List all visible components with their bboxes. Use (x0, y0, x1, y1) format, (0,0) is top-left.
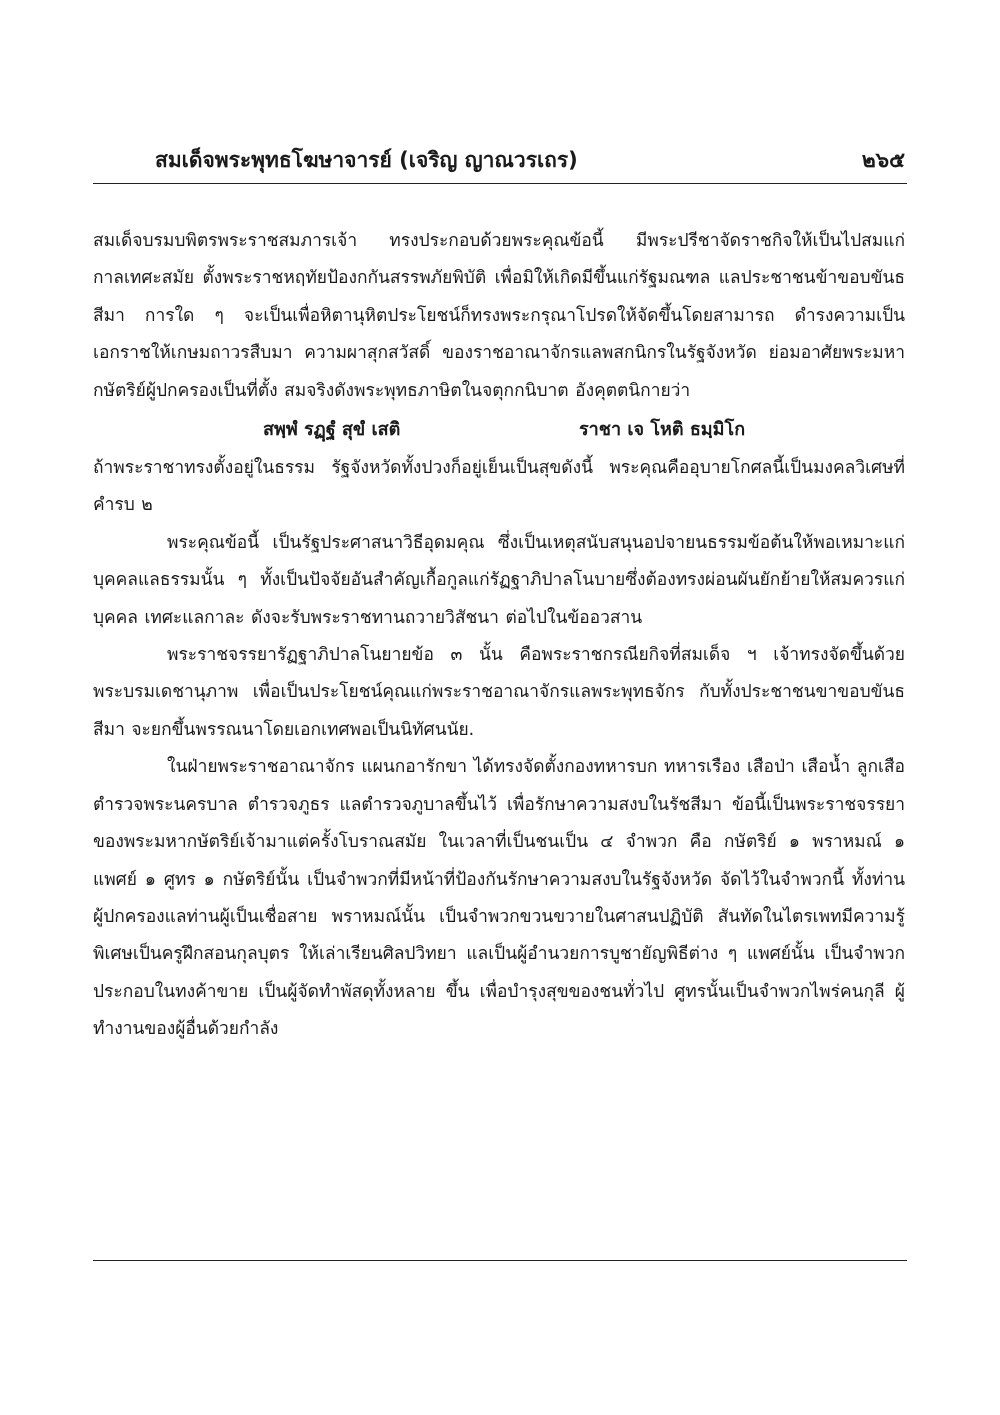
pali-verse (93, 410, 905, 450)
running-header (93, 138, 907, 182)
paragraph-1: สมเด็จบรมบพิตรพระราชสมภารเจ้า ทรงประกอบด้วยพระคุณข้อนี้ มีพระปรีชาจัดราชกิจให้เป็นไปสมแก่กาลเทศะสมัย ตั้งพระราชหฤทัยป้องกกันสรรพภัยพิบัติ เพื่อมิให้เกิดมีขึ้นแก่รัฐมณฑล แลประชาชนข้าขอบขันธสีมา การใด ๆ จะเป็นเพื่อหิตานุหิตประโยชน์ก็ทรงพระกรุณาโปรดให้จัดขึ้นโดยสามารถ ดำรงความเป็นเอกราชให้เกษมถาวรสืบมา ความผาสุกสวัสดิ์ ของราชอาณาจักรแลพสกนิกรในรัฐจังหวัด ย่อมอาศัยพระมหากษัตริย์ผู้ปกครองเป็นที่ตั้ง สมจริงดังพระพุทธภาษิตในจตุกกนิบาต อังคุตตนิกายว่า (93, 231, 905, 401)
header-title: สมเด็จพระพุทธโฆษาจารย์ (เจริญ ญาณวรเถร) (155, 148, 578, 172)
footer-rule (93, 1260, 907, 1261)
page-number: ๒๖๕ (861, 148, 905, 172)
paragraph-2: ถ้าพระราชาทรงตั้งอยู่ในธรรม รัฐจังหวัดทั้งปวงก็อยู่เย็นเป็นสุขดังนี้ พระคุณคืออุบายโกศลนี้เป็นมงคลวิเศษที่คำรบ ๒ (93, 458, 905, 516)
verse-line-right: ราชา เจ โหติ ธมฺมิโก (579, 419, 746, 441)
verse-line-left: สพฺพํ รฏฺฐํ สุขํ เสติ (263, 419, 401, 441)
paragraph-4: พระราชจรรยารัฏฐาภิปาลโนยายข้อ ๓ นั้น คือพระราชกรณียกิจที่สมเด็จ ฯ เจ้าทรงจัดขึ้นด้วยพระบรมเดชานุภาพ เพื่อเป็นประโยชน์คุณแก่พระราชอาณาจักรแลพระพุทธจักร กับทั้งประชาชนขาขอบขันธสีมา จะยกขึ้นพรรณนาโดยเอกเทศพอเป็นนิทัศนนัย. (93, 645, 905, 740)
header-rule (93, 183, 907, 184)
paragraph-3: พระคุณข้อนี้ เป็นรัฐประศาสนาวิธีอุดมคุณ ซึ่งเป็นเหตุสนับสนุนอปจายนธรรมข้อต้นให้พอเหมาะแก่บุคคลแลธรรมนั้น ๆ ทั้งเป็นปัจจัยอันสำคัญเกื้อกูลแก่รัฏฐาภิปาลโนบายซึ่งต้องทรงผ่อนผันยักย้ายให้สมควรแก่บุคคล เทศะแลกาละ ดังจะรับพระราชทานถวายวิสัชนา ต่อไปในข้ออวสาน (93, 532, 905, 628)
paragraph-5: ในฝ่ายพระราชอาณาจักร แผนกอารักขา ได้ทรงจัดตั้งกองทหารบก ทหารเรือง เสือป่า เสือน้ำ ลูกเสือ ตำรวจพระนครบาล ตำรวจภูธร แลตำรวจภูบาลขึ้นไว้ เพื่อรักษาความสงบในรัชสีมา ข้อนี้เป็นพระราชจรรยาของพระมหากษัตริย์เจ้ามาแต่ครั้งโบราณสมัย ในเวลาที่เป็นชนเป็น ๔ จำพวก คือ กษัตริย์ ๑ พราหมณ์ ๑ แพศย์ ๑ ศูทร ๑ กษัตริย์นั้น เป็นจำพวกที่มีหน้าที่ป้องกันรักษาความสงบในรัฐจังหวัด จัดไว้ในจำพวกนี้ ทั้งท่านผู้ปกครองแลท่านผู้เป็นเชื่อสาย พราหมณ์นั้น เป็นจำพวกขวนขวายในศาสนปฏิบัติ สันทัดในไตรเพทมีความรู้พิเศษเป็นครูฝึกสอนกุลบุตร ให้เล่าเรียนศิลปวิทยา แลเป็นผู้อำนวยการบูชายัญพิธีต่าง ๆ แพศย์นั้น เป็นจำพวกประกอบในทงค้าขาย เป็นผู้จัดทำพัสดุทั้งหลาย ขึ้น เพื่อบำรุงสุขของชนทั่วไป ศูทรนั้นเป็นจำพวกไพร่คนกุลี ผู้ทำงานของผู้อื่นด้วยกำลัง (93, 757, 905, 1040)
body-text (93, 223, 905, 1049)
